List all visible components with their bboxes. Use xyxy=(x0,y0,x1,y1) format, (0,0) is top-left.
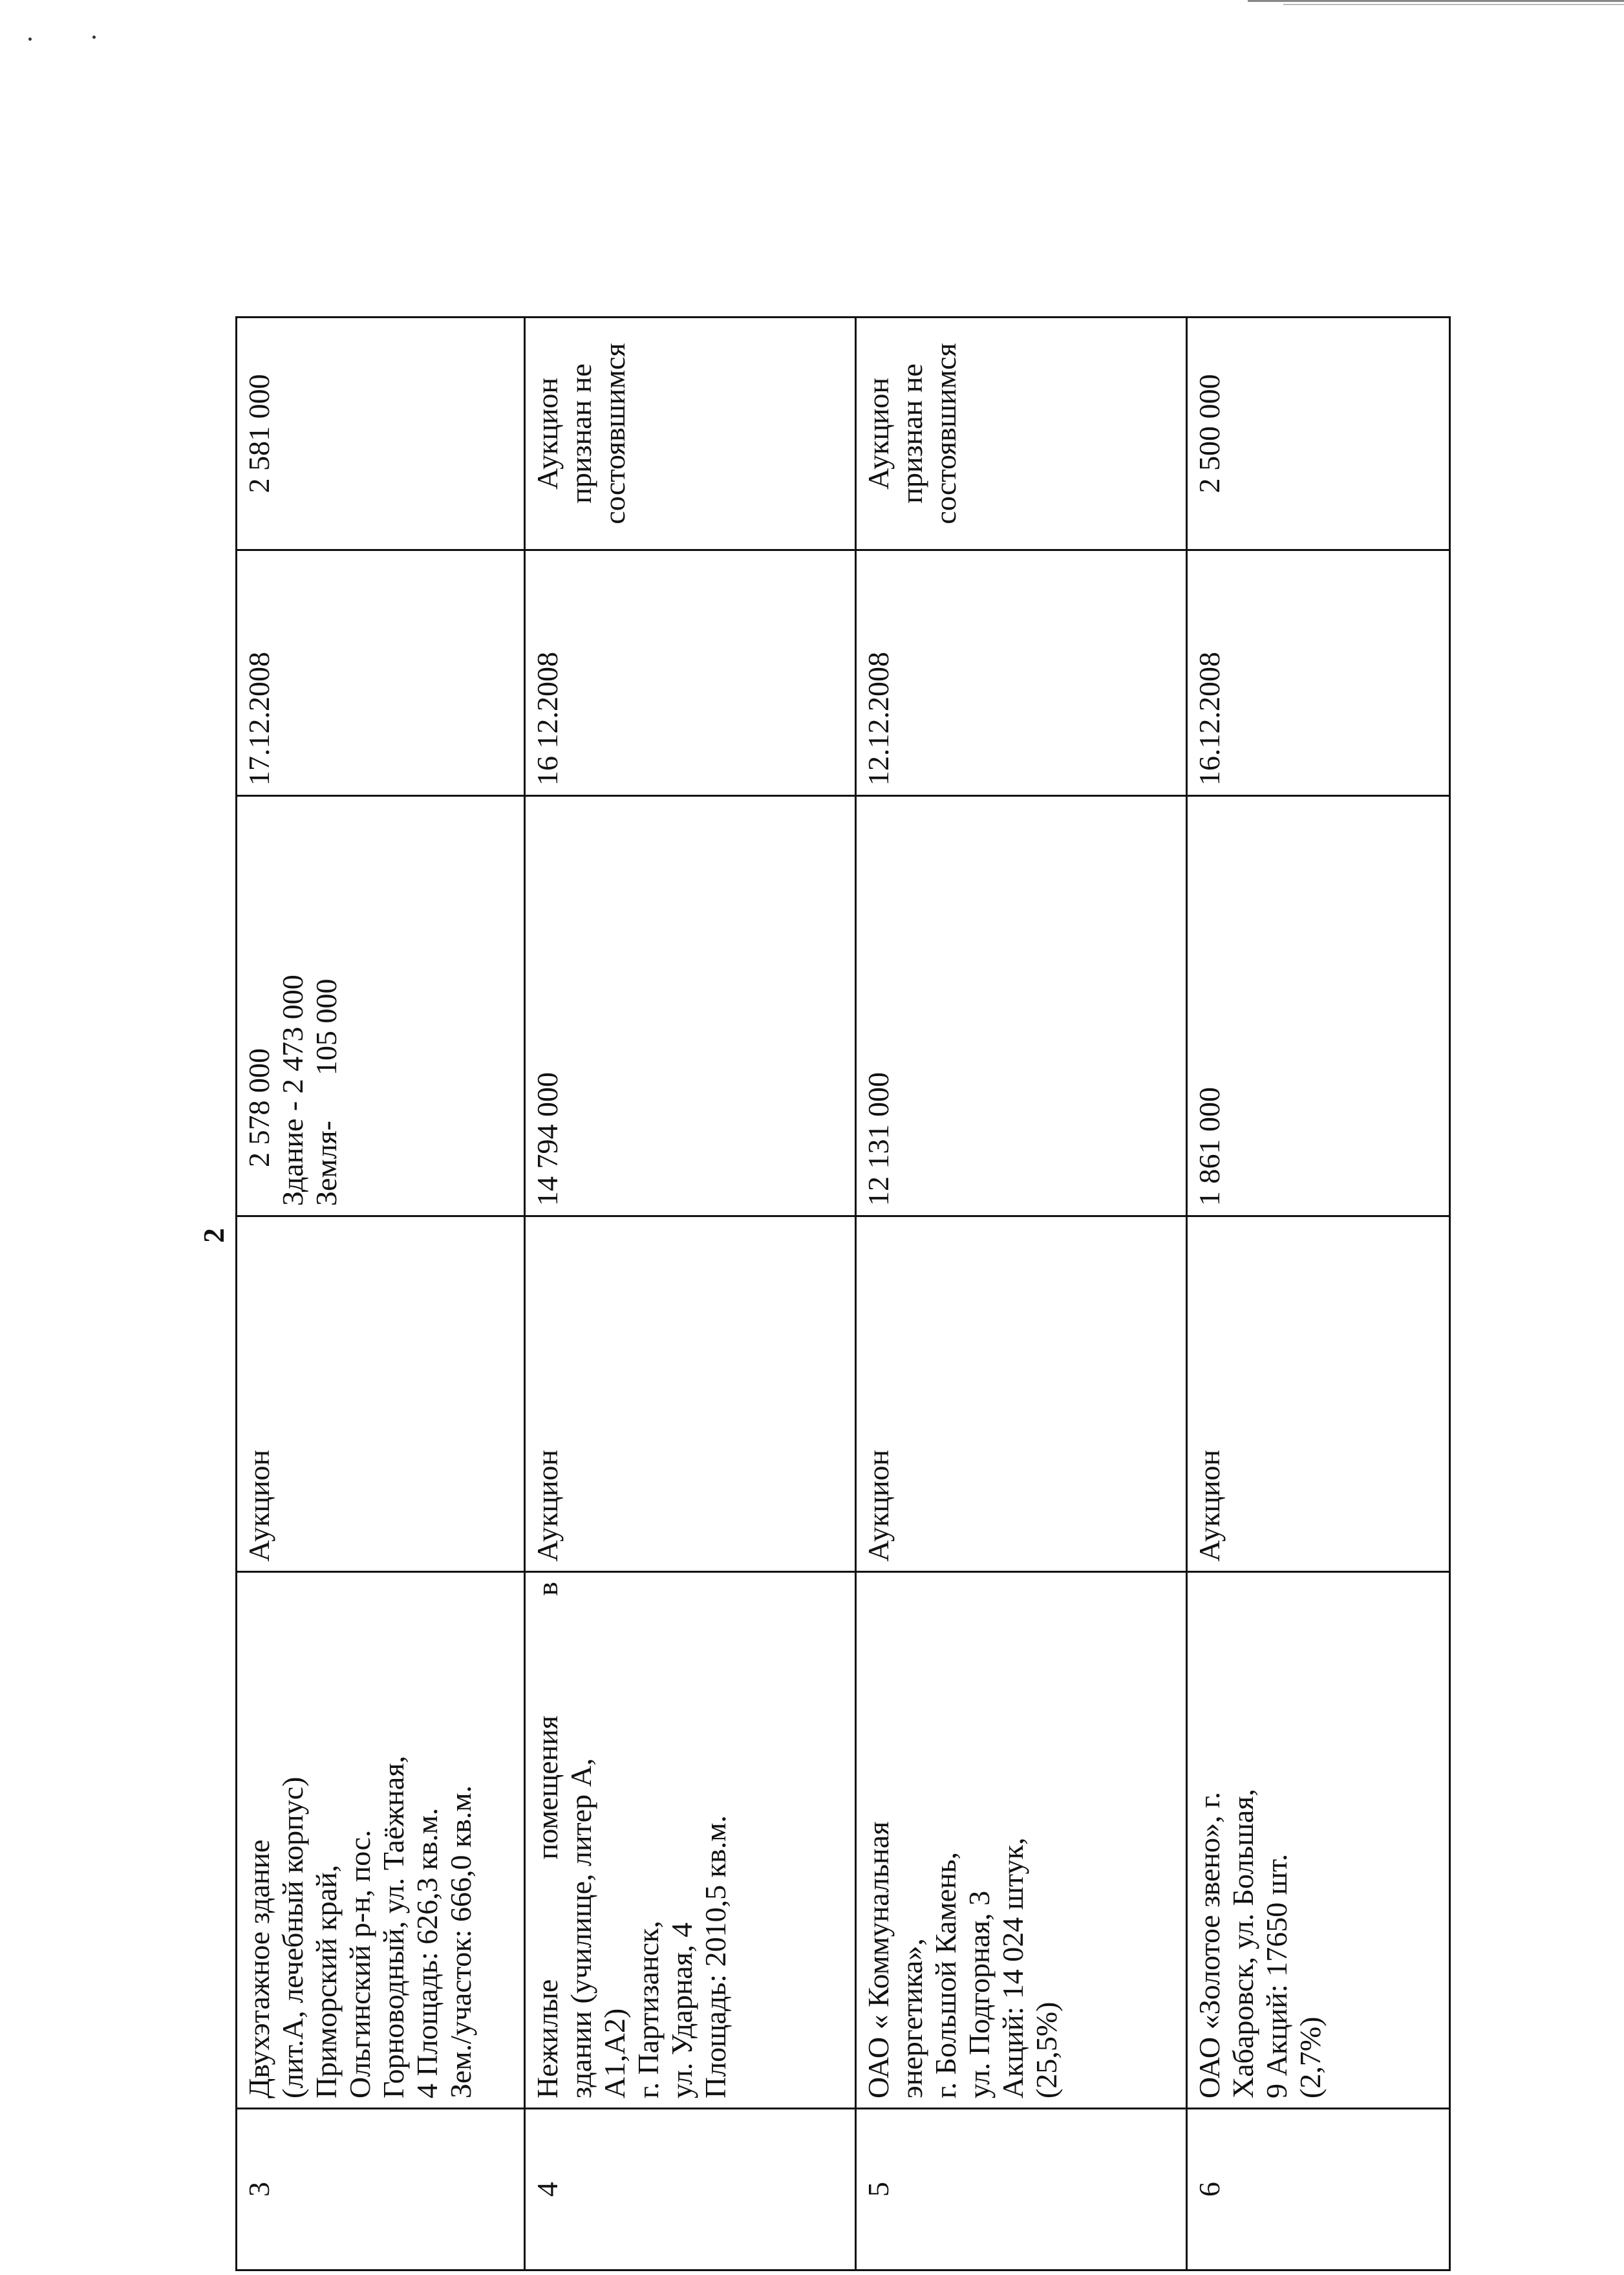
auction-date: 12.12.2008 xyxy=(855,550,1186,796)
auction-table xyxy=(235,316,1451,2271)
row-number: 3 xyxy=(237,2109,525,2270)
table-row xyxy=(524,318,855,2270)
sale-method: Аукцион xyxy=(237,1216,525,1572)
row-number: 5 xyxy=(855,2109,1186,2270)
table-row xyxy=(1186,318,1449,2270)
starting-price: 1 861 000 xyxy=(1186,796,1449,1216)
scan-edge-line xyxy=(1283,4,1624,5)
scan-edge-line xyxy=(1248,0,1624,2)
auction-result: Аукцион признан не состоявшимся xyxy=(855,318,1186,550)
page-number: 2 xyxy=(197,1228,230,1243)
auction-date: 16 12.2008 xyxy=(524,550,855,796)
object-description: ОАО « Коммунальная энергетика», г. Большой Камень, ул. Подгорная, 3 Акций: 14 024 штук, (25,5%) xyxy=(855,1572,1186,2109)
auction-result: Аукцион признан не состоявшимся xyxy=(524,318,855,550)
row-number: 4 xyxy=(524,2109,855,2270)
row-number: 6 xyxy=(1186,2109,1449,2270)
auction-result: 2 581 000 xyxy=(237,318,525,550)
table-row xyxy=(855,318,1186,2270)
table-row xyxy=(237,318,525,2270)
sale-method: Аукцион xyxy=(1186,1216,1449,1572)
object-description: ОАО «Золотое звено», г. Хабаровск, ул. Большая, 9 Акций: 17650 шт. (2,7%) xyxy=(1186,1572,1449,2109)
scan-dot xyxy=(92,36,96,39)
sale-method: Аукцион xyxy=(524,1216,855,1572)
object-description: Двухэтажное здание (лит.А, лечебный корпус) Приморский край, Ольгинский р-н, пос. Горноводный, ул. Таёжная, 4 Площадь: 626,3 кв.м. Зем./участок: 666,0 кв.м. xyxy=(237,1572,525,2109)
scan-dot xyxy=(28,38,32,41)
auction-date: 17.12.2008 xyxy=(237,550,525,796)
sale-method: Аукцион xyxy=(855,1216,1186,1572)
starting-price: 12 131 000 xyxy=(855,796,1186,1216)
auction-date: 16.12.2008 xyxy=(1186,550,1449,796)
starting-price: 14 794 000 xyxy=(524,796,855,1216)
starting-price: 2 578 000 Здание - 2 473 000 Земля-105 000 xyxy=(237,796,525,1216)
rotated-page xyxy=(197,318,1451,2271)
object-description: Нежилые помещения в здании (училище, литер А, А1,А2) г. Партизанск, ул. Ударная, 4 Площадь: 2010,5 кв.м. xyxy=(524,1572,855,2109)
auction-result: 2 500 000 xyxy=(1186,318,1449,550)
